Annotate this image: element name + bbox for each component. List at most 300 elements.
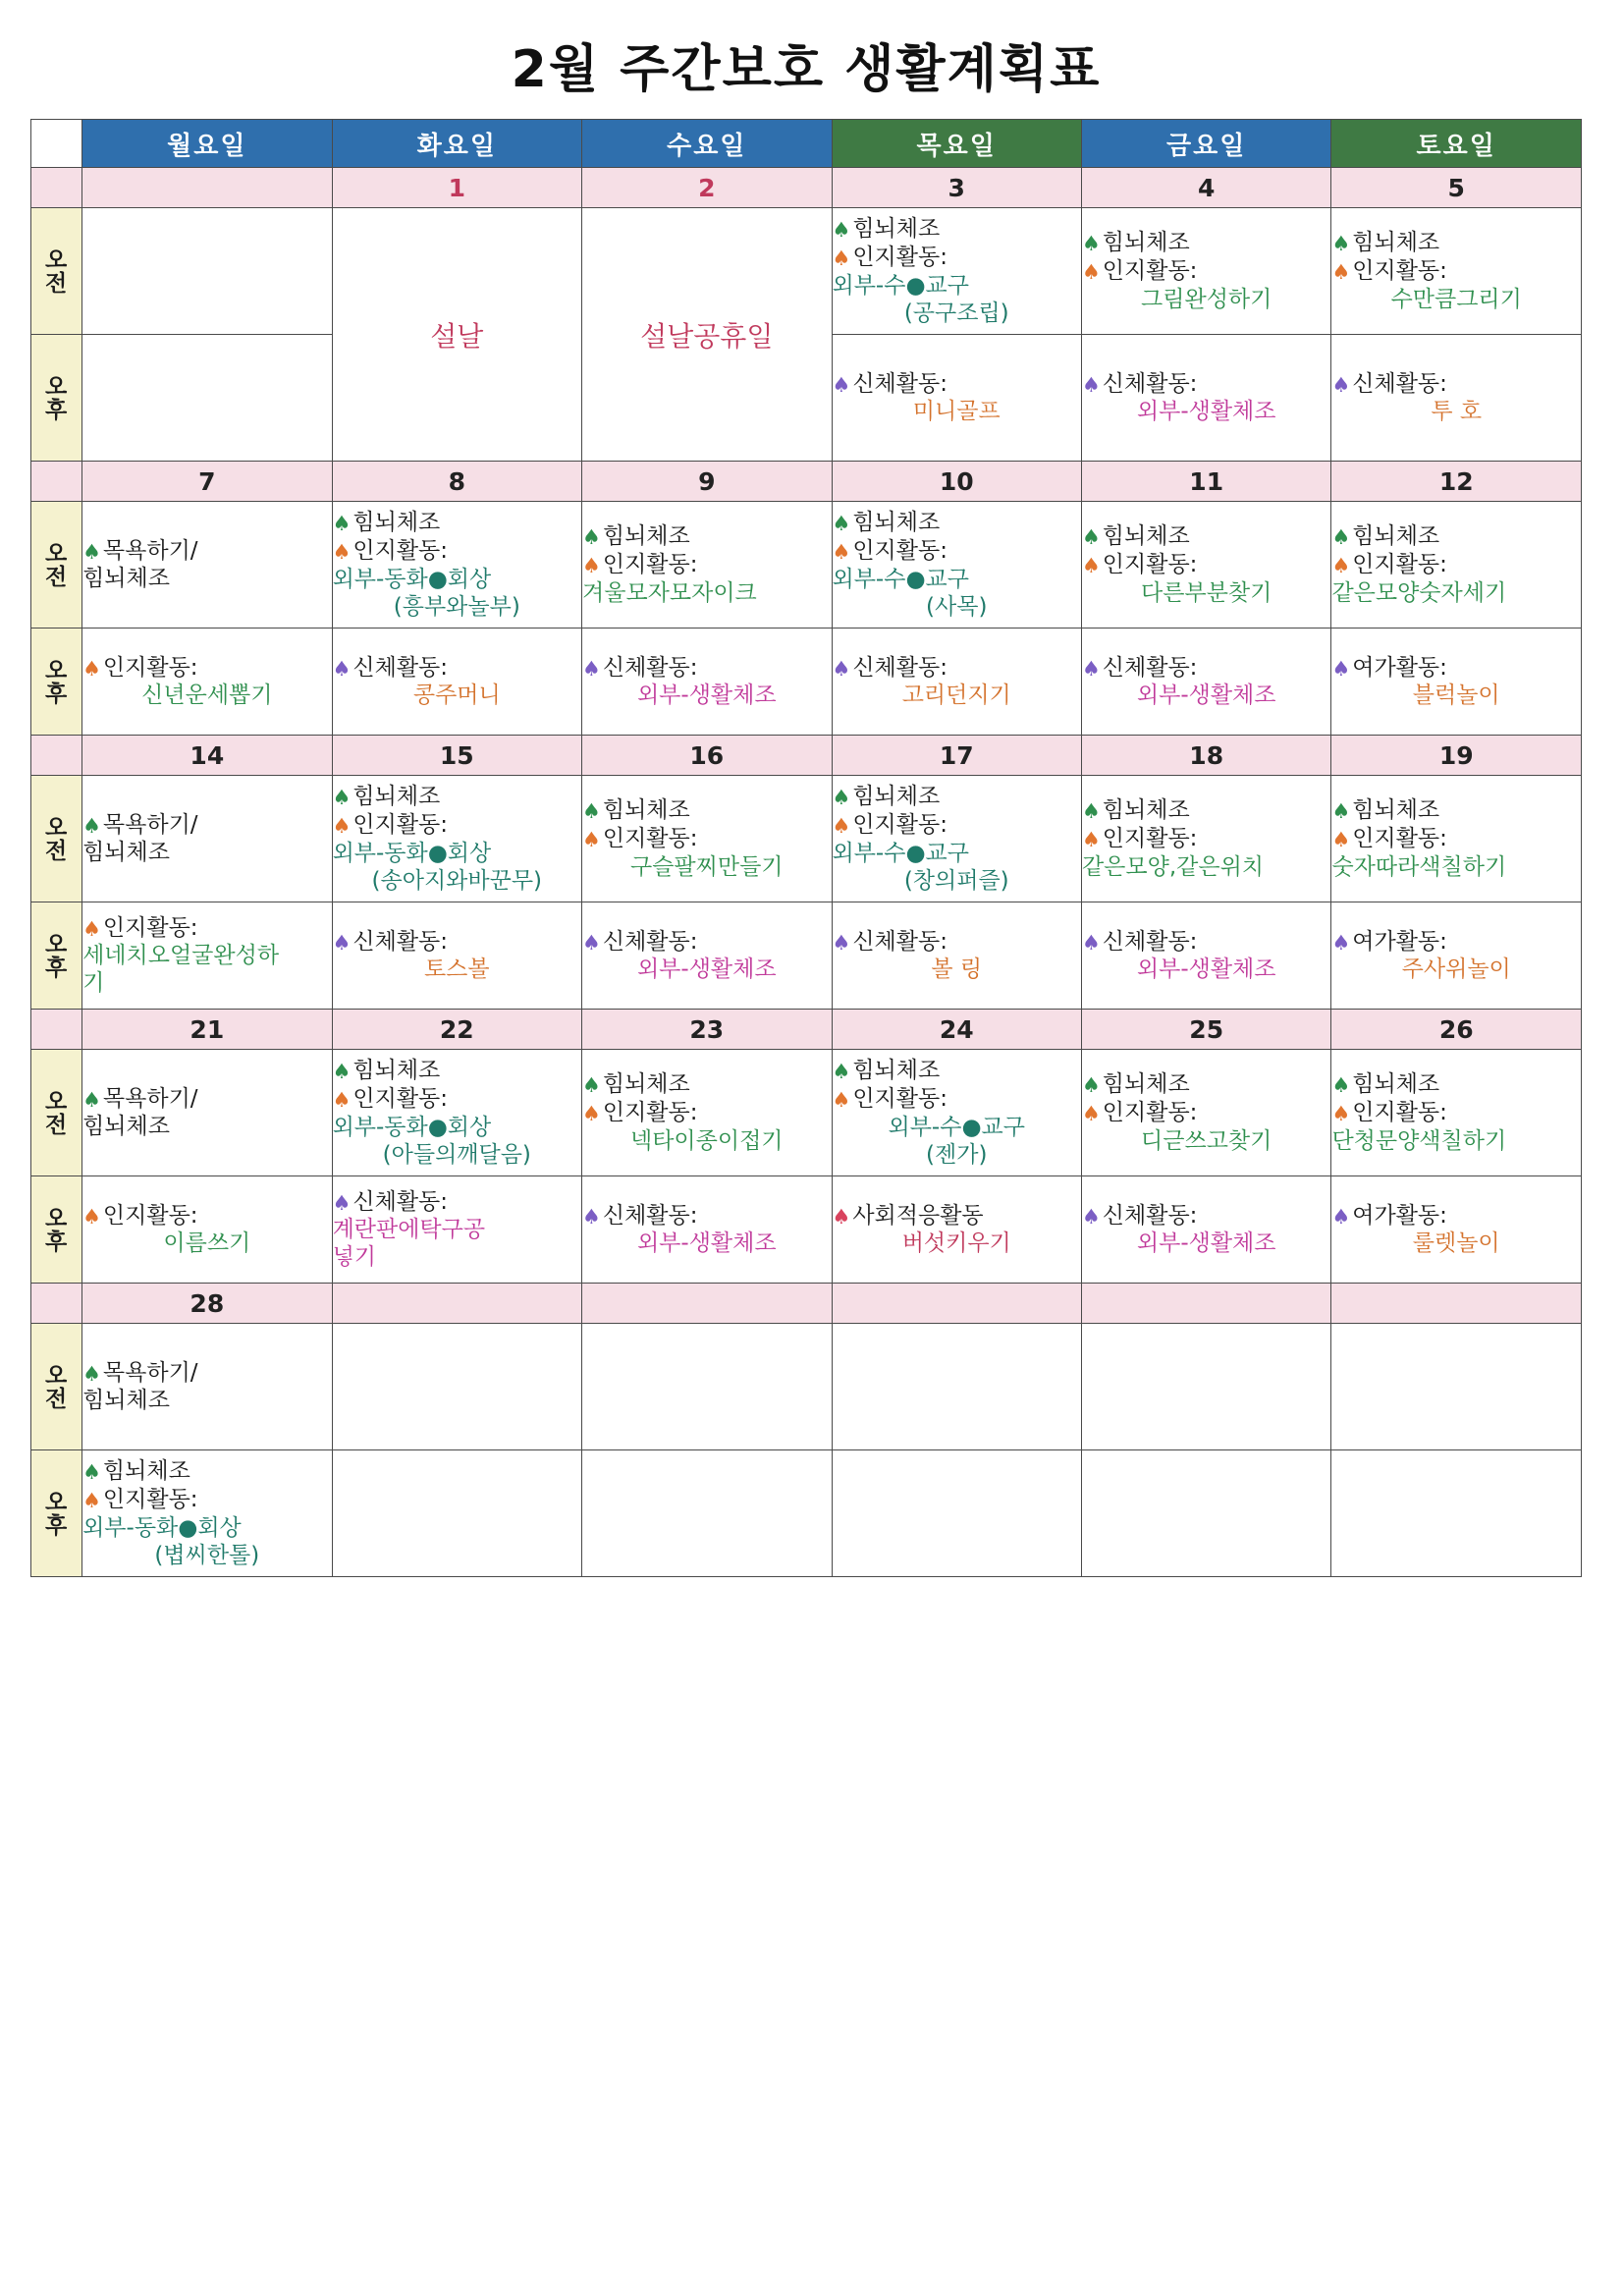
- activity-line: [1082, 229, 1330, 257]
- date-cell: 11: [1081, 462, 1330, 502]
- activity-line: [333, 1057, 581, 1085]
- red-tree-icon: ♠: [832, 1204, 851, 1229]
- green-tree-icon: ♠: [582, 799, 601, 824]
- activity-text: 여가활동:: [1352, 654, 1447, 681]
- date-cell: [332, 1284, 581, 1324]
- activity-line: [1082, 825, 1330, 853]
- schedule-table: [30, 119, 1582, 1577]
- activity-text: 힘뇌체조: [852, 1058, 941, 1084]
- purple-tree-icon: ♠: [1331, 372, 1351, 397]
- activity-line: [1331, 928, 1581, 957]
- date-cell: 9: [582, 462, 832, 502]
- am-label-char2: 전: [44, 1112, 69, 1137]
- pm-label-char1: 오: [44, 930, 69, 957]
- activity-text: 인지활동:: [1102, 257, 1198, 284]
- activity-line: [1082, 1127, 1330, 1155]
- activity-text: 투 호: [1431, 399, 1483, 425]
- date-cell: 14: [82, 736, 332, 776]
- activity-text: 인지활동:: [602, 551, 698, 577]
- activity-line: [82, 1542, 331, 1569]
- activity-line: [1331, 796, 1581, 825]
- activity-text: 힘뇌체조: [82, 1388, 170, 1414]
- pm-label-char1: 오: [44, 656, 69, 683]
- date-cell: 23: [582, 1010, 832, 1050]
- date-cell: 16: [582, 736, 832, 776]
- activity-line: [1082, 654, 1330, 683]
- activity-text: 신체활동:: [602, 928, 698, 955]
- activity-text: 힘뇌체조: [1102, 797, 1190, 824]
- schedule-cell: [1331, 1176, 1582, 1284]
- orange-tree-icon: ♠: [582, 1101, 601, 1125]
- schedule-cell: [1081, 335, 1330, 462]
- activity-line: [82, 942, 331, 969]
- activity-text: 외부-생활체조: [636, 1230, 777, 1257]
- week-dates-row: [31, 1284, 1582, 1324]
- am-label-char1: 오: [44, 246, 69, 272]
- table-body: [31, 168, 1582, 1577]
- schedule-cell-empty: [832, 1324, 1081, 1450]
- pm-label-char2: 후: [44, 955, 69, 980]
- activity-line: [82, 839, 331, 866]
- activity-line: [82, 654, 331, 683]
- activity-line: [82, 1113, 331, 1140]
- activity-line: [333, 867, 581, 895]
- activity-line: [1331, 257, 1581, 286]
- date-cell: [82, 168, 332, 208]
- schedule-cell: [82, 1324, 332, 1450]
- week-am-row: [31, 502, 1582, 629]
- activity-line: [82, 1514, 331, 1542]
- activity-line: [1331, 522, 1581, 551]
- activity-line: [833, 956, 1081, 983]
- activity-text: 신체활동:: [1102, 1202, 1198, 1229]
- schedule-cell-empty: [1081, 1450, 1330, 1577]
- activity-line: [833, 593, 1081, 621]
- activity-text: 신체활동:: [1102, 928, 1198, 955]
- schedule-cell: [82, 1176, 332, 1284]
- activity-text: 인지활동:: [352, 811, 449, 838]
- activity-text: 힘뇌체조: [352, 1058, 441, 1084]
- am-label: [31, 1050, 82, 1176]
- green-tree-icon: ♠: [82, 1087, 101, 1112]
- activity-line: [333, 1114, 581, 1141]
- header-monday: 월요일: [82, 120, 332, 168]
- activity-text: 넣기: [332, 1244, 376, 1271]
- week-dates-row: [31, 1010, 1582, 1050]
- orange-tree-icon: ♠: [832, 1087, 851, 1112]
- schedule-cell-empty: [1331, 1324, 1582, 1450]
- activity-line: [82, 565, 331, 592]
- date-cell: 18: [1081, 736, 1330, 776]
- orange-tree-icon: ♠: [82, 656, 101, 681]
- schedule-cell-empty: [832, 1450, 1081, 1577]
- activity-text: 고리던지기: [901, 683, 1011, 709]
- activity-text: 계란판에탁구공: [332, 1217, 486, 1243]
- date-cell: 8: [332, 462, 581, 502]
- green-tree-icon: ♠: [582, 1073, 601, 1098]
- pm-label: [31, 629, 82, 736]
- am-label-char2: 전: [44, 270, 69, 296]
- green-tree-icon: ♠: [1331, 799, 1351, 824]
- activity-text: 외부-수●교구: [832, 840, 969, 866]
- activity-line: [1331, 682, 1581, 709]
- activity-text: 외부-생활체조: [636, 683, 777, 709]
- green-tree-icon: ♠: [82, 1460, 101, 1485]
- pm-label-char1: 오: [44, 372, 69, 399]
- activity-text: 인지활동:: [852, 811, 947, 838]
- schedule-cell: [332, 1050, 581, 1176]
- activity-text: 목욕하기/: [102, 537, 198, 564]
- activity-text: 힘뇌체조: [1352, 797, 1440, 824]
- activity-text: 버섯키우기: [901, 1230, 1011, 1257]
- activity-text: 콩주머니: [412, 683, 501, 709]
- activity-line: [582, 825, 831, 853]
- activity-text: 미니골프: [912, 399, 1001, 425]
- activity-text: 인지활동:: [102, 914, 198, 941]
- activity-line: [1331, 1230, 1581, 1257]
- header-thursday: 목요일: [832, 120, 1081, 168]
- activity-line: [1082, 286, 1330, 313]
- activity-text: 단청문양색칠하기: [1331, 1127, 1507, 1154]
- schedule-cell: [332, 1176, 581, 1284]
- orange-tree-icon: ♠: [332, 813, 352, 838]
- orange-tree-icon: ♠: [832, 539, 851, 564]
- activity-line: [582, 654, 831, 683]
- activity-line: [82, 1457, 331, 1486]
- page-title: 2월 주간보호 생활계획표: [511, 40, 1102, 99]
- activity-text: 외부-동화●회상: [332, 1114, 492, 1140]
- activity-line: [833, 682, 1081, 709]
- orange-tree-icon: ♠: [1081, 1101, 1101, 1125]
- activity-line: [582, 1127, 831, 1155]
- activity-text: 인지활동:: [102, 654, 198, 681]
- activity-text: 수만큼그리기: [1390, 286, 1522, 312]
- schedule-cell: [1081, 629, 1330, 736]
- green-tree-icon: ♠: [1331, 525, 1351, 550]
- activity-text: (창의퍼즐): [903, 867, 1009, 894]
- schedule-cell-empty: [82, 208, 332, 335]
- date-cell: [582, 1284, 832, 1324]
- activity-text: 인지활동:: [852, 244, 947, 270]
- green-tree-icon: ♠: [832, 512, 851, 536]
- activity-line: [582, 796, 831, 825]
- activity-line: [833, 1230, 1081, 1257]
- activity-line: [582, 1099, 831, 1127]
- orange-tree-icon: ♠: [582, 827, 601, 851]
- activity-text: 외부-수●교구: [832, 566, 969, 592]
- activity-text: 힘뇌체조: [852, 216, 941, 243]
- schedule-cell: [1331, 335, 1582, 462]
- schedule-cell-empty: [1331, 1450, 1582, 1577]
- activity-text: 같은모양숫자세기: [1331, 579, 1507, 606]
- activity-line: [333, 1141, 581, 1169]
- week-am-row: [31, 1050, 1582, 1176]
- schedule-cell: [82, 1450, 332, 1577]
- orange-tree-icon: ♠: [82, 916, 101, 941]
- activity-text: 다른부분찾기: [1141, 579, 1272, 606]
- schedule-cell: [1081, 902, 1330, 1010]
- purple-tree-icon: ♠: [1081, 1204, 1101, 1229]
- activity-text: 힘뇌체조: [82, 1114, 170, 1140]
- activity-text: 인지활동:: [1352, 1099, 1447, 1125]
- activity-line: [582, 551, 831, 579]
- pm-label: [31, 1176, 82, 1284]
- week-am-row: [31, 1324, 1582, 1450]
- green-tree-icon: ♠: [332, 512, 352, 536]
- activity-text: 목욕하기/: [102, 1085, 198, 1112]
- orange-tree-icon: ♠: [1081, 553, 1101, 577]
- date-cell: [1081, 1284, 1330, 1324]
- activity-line: [333, 509, 581, 537]
- green-tree-icon: ♠: [82, 539, 101, 564]
- date-cell: 5: [1331, 168, 1582, 208]
- purple-tree-icon: ♠: [1081, 656, 1101, 681]
- activity-text: 넥타이종이접기: [630, 1127, 784, 1154]
- activity-line: [1082, 956, 1330, 983]
- pm-label: [31, 902, 82, 1010]
- activity-line: [1082, 796, 1330, 825]
- schedule-cell: [332, 776, 581, 902]
- activity-line: [333, 1243, 581, 1271]
- activity-line: [1082, 522, 1330, 551]
- activity-line: [82, 1085, 331, 1114]
- activity-text: (공구조립): [903, 300, 1009, 326]
- pm-label-char2: 후: [44, 397, 69, 422]
- green-tree-icon: ♠: [1331, 1073, 1351, 1098]
- activity-text: 겨울모자모자이크: [582, 579, 757, 606]
- activity-line: [333, 537, 581, 566]
- activity-text: 힘뇌체조: [852, 784, 941, 810]
- purple-tree-icon: ♠: [332, 656, 352, 681]
- date-cell: 10: [832, 462, 1081, 502]
- header-friday: 금요일: [1081, 120, 1330, 168]
- orange-tree-icon: ♠: [1331, 553, 1351, 577]
- activity-text: 신체활동:: [602, 1202, 698, 1229]
- schedule-cell: [1331, 502, 1582, 629]
- week-am-row: [31, 776, 1582, 902]
- schedule-cell: [832, 208, 1081, 335]
- activity-line: [833, 566, 1081, 593]
- activity-text: 힘뇌체조: [82, 840, 170, 866]
- activity-line: [833, 1114, 1081, 1141]
- activity-text: 힘뇌체조: [852, 510, 941, 536]
- activity-line: [82, 1202, 331, 1230]
- green-tree-icon: ♠: [832, 786, 851, 810]
- schedule-cell-empty: [582, 1450, 832, 1577]
- date-cell: 3: [832, 168, 1081, 208]
- activity-text: 인지활동:: [1352, 825, 1447, 851]
- date-cell: 25: [1081, 1010, 1330, 1050]
- activity-line: [82, 1230, 331, 1257]
- activity-text: 신체활동:: [852, 370, 947, 397]
- activity-line: [333, 1085, 581, 1114]
- date-cell: 12: [1331, 462, 1582, 502]
- activity-line: [333, 654, 581, 683]
- orange-tree-icon: ♠: [832, 246, 851, 270]
- schedule-cell: [332, 629, 581, 736]
- activity-text: 신체활동:: [352, 1188, 449, 1215]
- green-tree-icon: ♠: [1081, 1073, 1101, 1098]
- schedule-cell: [82, 1050, 332, 1176]
- header-saturday: 토요일: [1331, 120, 1582, 168]
- activity-text: 힘뇌체조: [1352, 1071, 1440, 1098]
- orange-tree-icon: ♠: [1331, 1101, 1351, 1125]
- activity-text: 신체활동:: [352, 928, 449, 955]
- date-cell: 22: [332, 1010, 581, 1050]
- activity-line: [833, 398, 1081, 425]
- pm-label: [31, 1450, 82, 1577]
- activity-text: 외부-동화●회상: [82, 1514, 242, 1541]
- activity-text: 인지활동:: [1352, 551, 1447, 577]
- activity-line: [1331, 551, 1581, 579]
- activity-line: [582, 579, 831, 607]
- activity-line: [833, 928, 1081, 957]
- schedule-cell: [832, 1176, 1081, 1284]
- am-label-char2: 전: [44, 1386, 69, 1411]
- activity-line: [833, 300, 1081, 327]
- activity-line: [833, 509, 1081, 537]
- green-tree-icon: ♠: [832, 218, 851, 243]
- week-dates-row: [31, 168, 1582, 208]
- schedule-cell: [582, 776, 832, 902]
- schedule-cell: [832, 335, 1081, 462]
- activity-line: [1082, 1202, 1330, 1230]
- schedule-cell: [582, 502, 832, 629]
- pm-label-char1: 오: [44, 1488, 69, 1514]
- schedule-cell: [82, 502, 332, 629]
- schedule-cell: [582, 1050, 832, 1176]
- activity-line: [1331, 398, 1581, 425]
- activity-line: [1331, 654, 1581, 683]
- purple-tree-icon: ♠: [832, 930, 851, 955]
- activity-text: 신체활동:: [1102, 654, 1198, 681]
- activity-text: 인지활동:: [852, 1085, 947, 1112]
- activity-line: [1331, 229, 1581, 257]
- green-tree-icon: ♠: [582, 525, 601, 550]
- activity-line: [333, 928, 581, 957]
- corner-cell: [31, 120, 82, 168]
- activity-text: (송아지와바꾼무): [371, 867, 543, 894]
- schedule-cell: [582, 902, 832, 1010]
- activity-text: 힘뇌체조: [602, 523, 690, 550]
- activity-line: [82, 682, 331, 709]
- activity-text: 힘뇌체조: [102, 1458, 190, 1485]
- activity-text: 토스볼: [423, 957, 490, 983]
- am-label-char1: 오: [44, 539, 69, 566]
- activity-line: [1082, 1230, 1330, 1257]
- holiday-label: 설날: [430, 319, 484, 353]
- activity-text: (아들의깨달음): [382, 1141, 531, 1168]
- schedule-cell: [1081, 502, 1330, 629]
- schedule-cell: [1331, 629, 1582, 736]
- activity-text: 외부-생활체조: [1136, 683, 1276, 709]
- activity-text: 룰렛놀이: [1412, 1230, 1500, 1257]
- schedule-cell: [582, 1176, 832, 1284]
- date-cell: 24: [832, 1010, 1081, 1050]
- activity-line: [333, 1216, 581, 1243]
- schedule-cell-empty: [332, 1450, 581, 1577]
- activity-line: [582, 1070, 831, 1099]
- schedule-cell: [332, 502, 581, 629]
- schedule-cell: [1331, 1050, 1582, 1176]
- orange-tree-icon: ♠: [1081, 827, 1101, 851]
- schedule-cell-empty: [1081, 1324, 1330, 1450]
- date-cell: 17: [832, 736, 1081, 776]
- activity-line: [1331, 1099, 1581, 1127]
- activity-text: 볼 링: [931, 957, 983, 983]
- schedule-cell: [1331, 208, 1582, 335]
- activity-text: 인지활동:: [1102, 825, 1198, 851]
- activity-text: (사목): [926, 593, 988, 620]
- header-wednesday: 수요일: [582, 120, 832, 168]
- activity-line: [333, 682, 581, 709]
- activity-line: [82, 914, 331, 943]
- purple-tree-icon: ♠: [332, 930, 352, 955]
- schedule-cell-empty: [332, 1324, 581, 1450]
- activity-text: 힘뇌체조: [1102, 1071, 1190, 1098]
- activity-text: 힘뇌체조: [602, 797, 690, 824]
- schedule-cell: [82, 776, 332, 902]
- activity-text: 구슬팔찌만들기: [630, 853, 784, 880]
- activity-line: [333, 840, 581, 867]
- activity-text: 세네치오얼굴완성하: [82, 943, 280, 969]
- activity-text: 신체활동:: [602, 654, 698, 681]
- date-cell: 15: [332, 736, 581, 776]
- activity-line: [1331, 825, 1581, 853]
- activity-line: [833, 370, 1081, 399]
- orange-tree-icon: ♠: [1081, 259, 1101, 284]
- date-cell: 7: [82, 462, 332, 502]
- activity-text: 힘뇌체조: [352, 784, 441, 810]
- orange-tree-icon: ♠: [582, 553, 601, 577]
- activity-line: [1331, 1127, 1581, 1155]
- activity-text: 힘뇌체조: [1102, 523, 1190, 550]
- am-label: [31, 502, 82, 629]
- activity-text: 목욕하기/: [102, 811, 198, 838]
- activity-line: [1082, 1099, 1330, 1127]
- pm-label-char1: 오: [44, 1204, 69, 1230]
- activity-line: [1082, 853, 1330, 881]
- activity-line: [582, 928, 831, 957]
- schedule-cell: [832, 776, 1081, 902]
- orange-tree-icon: ♠: [1331, 259, 1351, 284]
- green-tree-icon: ♠: [1081, 232, 1101, 256]
- activity-text: 숫자따라색칠하기: [1331, 853, 1507, 880]
- activity-text: 디귿쓰고찾기: [1141, 1127, 1272, 1154]
- date-cell: [832, 1284, 1081, 1324]
- activity-text: 인지활동:: [102, 1202, 198, 1229]
- orange-tree-icon: ♠: [832, 813, 851, 838]
- activity-line: [582, 522, 831, 551]
- date-cell: 28: [82, 1284, 332, 1324]
- am-label-char2: 전: [44, 838, 69, 863]
- date-cell: 21: [82, 1010, 332, 1050]
- activity-text: 여가활동:: [1352, 928, 1447, 955]
- purple-tree-icon: ♠: [1331, 656, 1351, 681]
- activity-line: [1331, 286, 1581, 313]
- orange-tree-icon: ♠: [82, 1488, 101, 1512]
- activity-text: 힘뇌체조: [1352, 523, 1440, 550]
- week-pm-row: [31, 1176, 1582, 1284]
- activity-line: [1331, 853, 1581, 881]
- activity-line: [833, 272, 1081, 300]
- activity-line: [1331, 1070, 1581, 1099]
- activity-text: 힘뇌체조: [1102, 230, 1190, 256]
- week-pm-row: [31, 902, 1582, 1010]
- activity-text: 신체활동:: [852, 928, 947, 955]
- activity-line: [82, 969, 331, 997]
- schedule-cell: [82, 629, 332, 736]
